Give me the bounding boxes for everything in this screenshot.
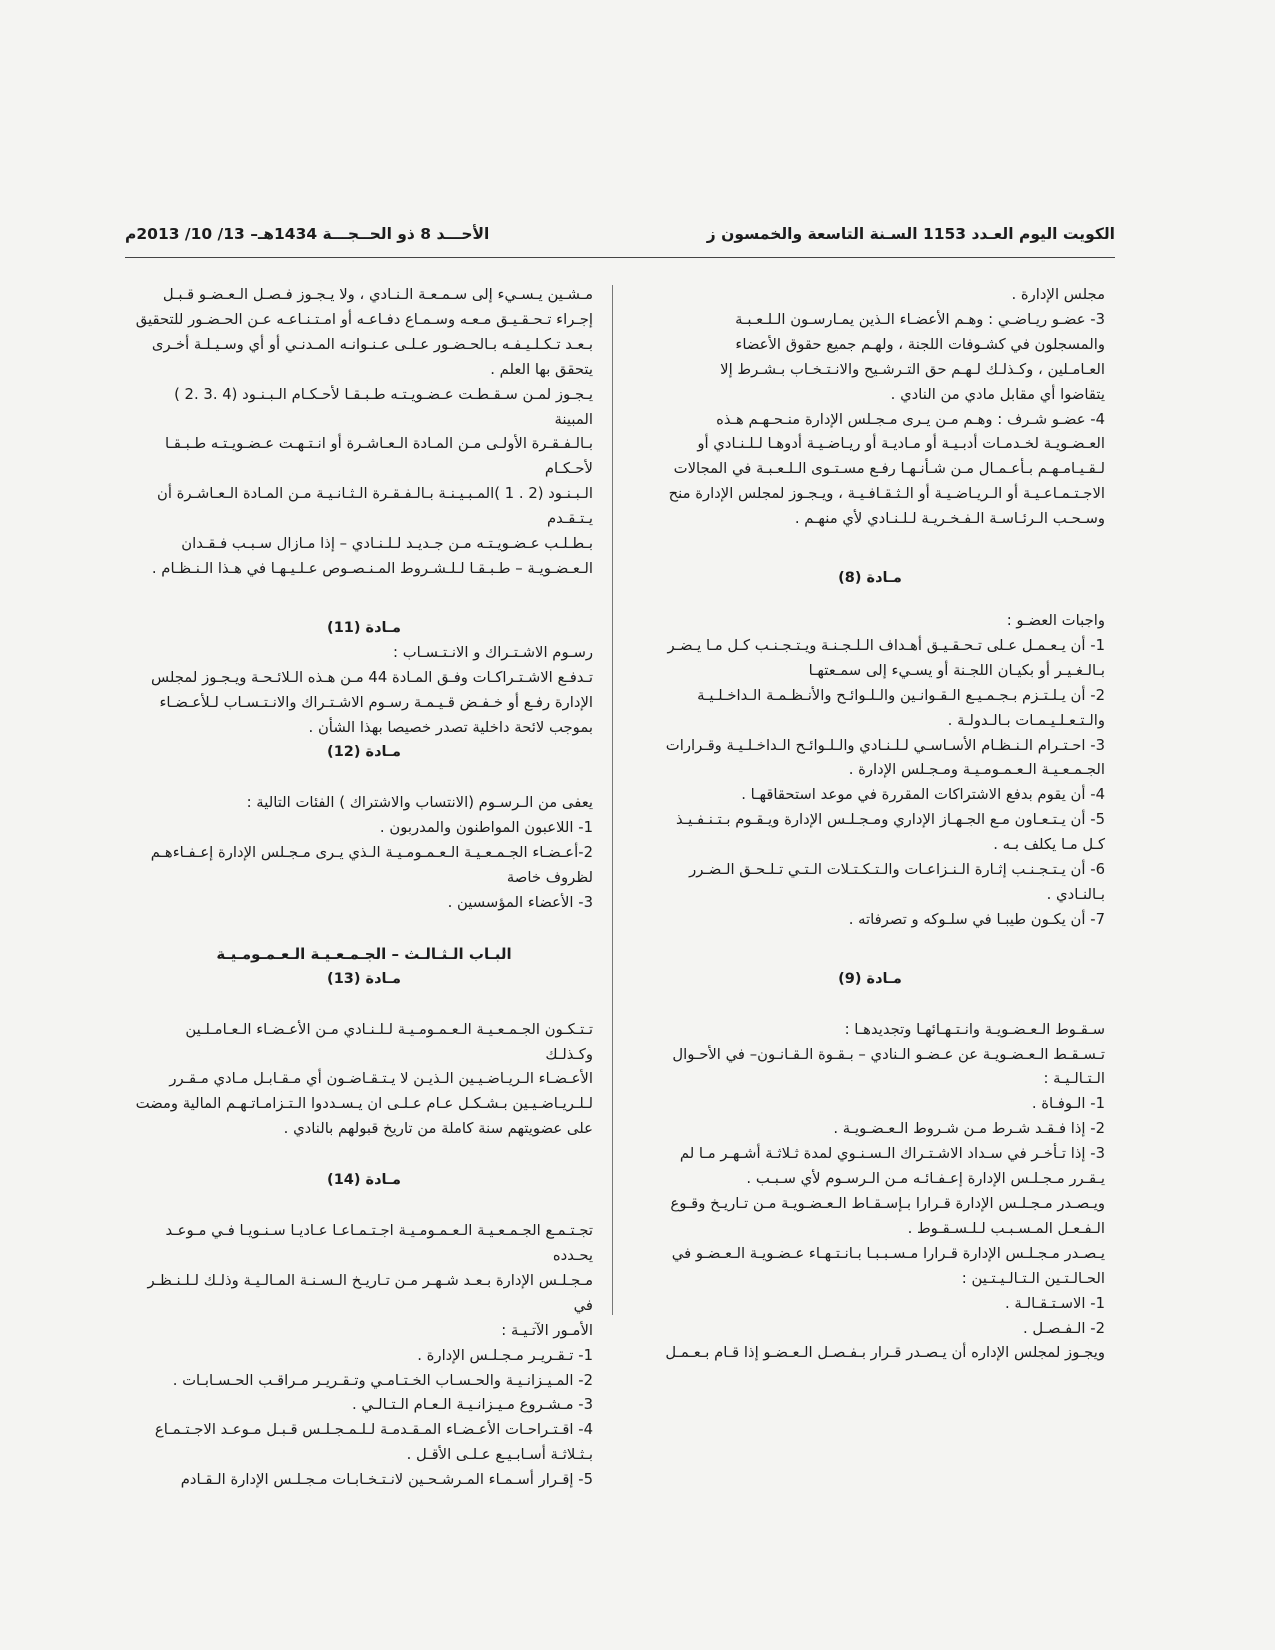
text-line: يـقـرر مـجـلـس الإدارة إعـفـائـه مـن الـرسـوم لأي سـبـب . bbox=[746, 1170, 1105, 1188]
text-line: 5- أن يـتـعـاون مـع الجـهـاز الإداري ومـجـلـس الإدارة ويـقـوم بـتـنـفـيـذ bbox=[676, 811, 1105, 829]
text-line: الأعـضـاء الـريـاضـيـين الـذيـن لا يـتـقـاضـون أي مـقـابـل مـادي مـقـرر bbox=[169, 1070, 593, 1088]
text-line: يـجـوز لمـن سـقـطـت عـضـويـتـه طـبـقـا لأحـكـام الـبـنـود (4 .3 .2 ) المبينة bbox=[174, 385, 593, 428]
text-line: 3- الأعضاء المؤسسين . bbox=[447, 893, 593, 911]
left-column bbox=[135, 283, 593, 1493]
text-line: الـفـعـل المـسـبـب لـلـسـقـوط . bbox=[907, 1219, 1105, 1237]
text-line: 6- أن يـتـجـنـب إثـارة الـنـزاعـات والـتـكـتـلات الـتـي تـلـحـق الـضـرر bbox=[689, 861, 1105, 879]
text-line: والمسجلون في كشـوفات اللجنة ، ولهـم جميع حقوق الأعضاء bbox=[735, 335, 1105, 353]
text-line: 3- احـتـرام الـنـظـام الأسـاسـي لـلـنـادي والـلـوائـح الـداخـلـيـة وقـرارات bbox=[665, 736, 1105, 754]
text-line: مـجـلـس الإدارة بـعـد شـهـر مـن تـاريـخ الـسـنـة المـالـيـة وذلـك لـلـنـظـر في bbox=[147, 1271, 593, 1314]
text-line: بـعـد تـكـلـيـفـه بـالحـضـور عـلـى عـنـوانـه المـدنـي أو أي وسـيـلـة أخـرى bbox=[151, 335, 593, 353]
text-line: تـتـكـون الجـمـعـيـة الـعـمـومـيـة لـلـنـادي مـن الأعـضـاء الـعـامـلـين وكـذلـك bbox=[185, 1020, 593, 1063]
article-12-heading: مـادة (12) bbox=[327, 744, 401, 761]
text-line: 3- إذا تـأخـر في سـداد الاشـتـراك الـسـنـوي لمدة ثـلاثـة أشـهـر مـا لم bbox=[679, 1145, 1105, 1163]
text-line: 4- أن يقوم بدفع الاشتراكات المقررة في موعد استحقاقهـا . bbox=[741, 786, 1105, 804]
text-line: تـدفـع الاشـتـراكـات وفـق المـادة 44 مـن هـذه الـلائـحـة ويـجـوز لمجلس bbox=[150, 668, 593, 686]
text-line: بـالنـادي . bbox=[1046, 885, 1105, 903]
article-11-heading: مـادة (11) bbox=[327, 619, 401, 636]
text-line: 2- الـفـصـل . bbox=[1022, 1319, 1105, 1337]
text-line: لظروف خاصة bbox=[506, 869, 593, 887]
text-line: يتحقق بها العلم . bbox=[490, 360, 593, 378]
article-12-body bbox=[135, 791, 593, 916]
article-13-heading: مـادة (13) bbox=[327, 970, 401, 987]
article-13-body bbox=[135, 1018, 593, 1143]
text-line: 1- الـوفـاة . bbox=[1031, 1095, 1105, 1113]
text-line: لـلـريـاضـيـين بـشـكـل عـام عـلـى ان يـسـددوا الـتـزامـاتـهـم المالية ومضت bbox=[135, 1095, 593, 1113]
article-14-heading: مـادة (14) bbox=[327, 1172, 401, 1189]
text-line: وسـحـب الـرئـاسـة الـفـخـريـة لـلـنـادي لأي منهـم . bbox=[794, 510, 1105, 528]
text-line: بـالـغـيـر أو بكيـان اللجـنة أو يسـيء إلى سمـعتهـا bbox=[808, 661, 1105, 679]
text-line: الـتـالـيـة : bbox=[1043, 1070, 1105, 1088]
text-line: الـعـضـويـة – طـبـقـا لـلـشـروط المـنـصـوص عـلـيـهـا في هـذا الـنـظـام . bbox=[151, 559, 593, 577]
text-line: ويـصـدر مـجـلـس الإدارة قـرارا بـإسـقـاط الـعـضـويـة مـن تـاريـخ وقـوع bbox=[670, 1195, 1105, 1212]
article-7-continuation bbox=[635, 283, 1105, 532]
text-line: 4- اقـتـراحـات الأعـضـاء المـقـدمـة لـلـمـجـلـس قـبـل مـوعـد الاجـتـمـاع bbox=[154, 1421, 593, 1439]
text-line: الحـالـتـين الـتـالـيـتـين : bbox=[961, 1269, 1105, 1287]
header-publication-info: الكويت اليوم العـدد 1153 السـنة التاسعة والخمسون ز bbox=[706, 225, 1115, 243]
text-line: ويجـوز لمجلس الإداره أن يـصـدر قـرار بـفـصـل الـعـضـو إذا قـام بـعـمـل bbox=[665, 1344, 1105, 1362]
text-line: يـصـدر مـجـلـس الإدارة قـرارا مـسـبـبـا بـانـتـهـاء عـضـويـة الـعـضـو في bbox=[671, 1244, 1105, 1262]
article-10-continuation bbox=[135, 283, 593, 582]
text-line: 3- عضـو ريـاضـي : وهـم الأعضـاء الـذين يمـارسـون الـلـعـبـة bbox=[735, 310, 1105, 328]
text-line: 2- أن يـلـتـزم بـجـمـيـع الـقـوانـين والـلـوائـح والأنـظـمـة الـداخـلـيـة bbox=[697, 686, 1105, 704]
text-line: واجبات العضـو : bbox=[1006, 611, 1105, 629]
text-line: 1- الاسـتـقـالـة . bbox=[1004, 1294, 1105, 1312]
text-line: العـامـلين ، وكـذلـك لـهـم حق التـرشـيح والانـتـخـاب بـشـرط إلا bbox=[720, 360, 1105, 378]
article-11-body bbox=[135, 641, 593, 741]
text-line: كـل مـا يكلف بـه . bbox=[993, 836, 1105, 854]
text-line: بـطـلـب عـضـويـتـه مـن جـديـد لـلـنـادي – إذا مـازال سـبـب فـقـدان bbox=[181, 535, 593, 553]
text-line: سـقـوط الـعـضـويـة وانـتـهـائهـا وتجديدهـا : bbox=[844, 1020, 1105, 1038]
text-line: 4- عضـو شـرف : وهـم مـن يـرى مـجـلس الإدارة منـحـهـم هـذه bbox=[716, 410, 1105, 428]
text-line: 2-أعـضـاء الجـمـعـيـة الـعـمـومـيـة الـذي يـرى مـجـلس الإدارة إعـفـاءهـم bbox=[150, 844, 593, 862]
text-line: الـبـنـود (2 . 1 )المـبـيـنـة بـالـفـقـرة الـثـانـيـة مـن المـادة الـعـاشـرة أن يـتـقـدم bbox=[156, 485, 593, 528]
article-9-heading: مـادة (9) bbox=[838, 970, 902, 987]
text-line: 2- المـيـزانـيـة والحـسـاب الخـتـامـي وتـقـريـر مـراقـب الحـسـابـات . bbox=[172, 1371, 593, 1389]
header-rule bbox=[125, 257, 1115, 258]
article-14-body bbox=[135, 1219, 593, 1493]
text-line: 7- أن يكـون طيبـا في سلـوكه و تصرفاته . bbox=[848, 910, 1105, 928]
text-line: العـضـويـة لخـدمـات أدبـيـة أو مـاديـة أو ريـاضـيـة أدوهـا لـلـنـادي أو bbox=[697, 435, 1105, 453]
article-9-body bbox=[635, 1018, 1105, 1367]
article-8-heading: مـادة (8) bbox=[838, 570, 902, 587]
right-column bbox=[635, 283, 1105, 1366]
text-line: على عضويتهم سنة كاملة من تاريخ قبولهم بالنادي . bbox=[283, 1120, 593, 1138]
text-line: 2- إذا فـقـد شـرط مـن شـروط الـعـضـويـة . bbox=[833, 1120, 1105, 1138]
chapter-3-heading: البـاب الـثـالـث – الجـمـعـيـة الـعـمـومـيـة bbox=[216, 944, 512, 963]
column-divider bbox=[612, 285, 613, 1315]
text-line: بـثـلاثـة أسـابـيـع عـلـى الأقـل . bbox=[406, 1446, 593, 1464]
text-line: 1- أن يـعـمـل عـلى تـحـقـيـق أهـداف الـلـجـنـة ويـتـجـنـب كـل مـا يـضـر bbox=[667, 636, 1105, 654]
article-8-body bbox=[635, 609, 1105, 933]
text-line: بـالـفـقـرة الأولـى مـن المـادة الـعـاشـرة أو انـتـهـت عـضـويـتـه طـبـقـا لأحـكـام bbox=[164, 435, 593, 478]
text-line: رسـوم الاشـتـراك و الانـتـسـاب : bbox=[393, 643, 593, 661]
header-date: الأحـــد 8 ذو الحــجـــة 1434هـ– 13/ 10/ 2013م bbox=[125, 225, 490, 243]
text-line: والـتـعـلـيـمـات بـالـدولـة . bbox=[947, 711, 1105, 729]
text-line: تـسـقـط الـعـضـويـة عن عـضـو الـنادي – بـقـوة الـقـانـون– في الأحـوال bbox=[672, 1045, 1105, 1063]
text-line: 5- إقـرار أسـمـاء المـرشـحـين لانـتـخـابـات مـجـلـس الإدارة الـقـادم bbox=[180, 1471, 593, 1489]
text-line: مجلس الإدارة . bbox=[1011, 286, 1105, 303]
text-line: الجـمـعـيـة الـعـمـومـيـة ومـجـلس الإدارة . bbox=[848, 761, 1105, 779]
text-line: لـقـيـامـهـم بـأعـمـال مـن شـأنـهـا رفـع مسـتـوى الـلـعـبـة في المجالات bbox=[673, 460, 1105, 478]
page-header bbox=[125, 225, 1115, 255]
text-line: إجـراء تـحـقـيـق مـعـه وسـمـاع دفـاعـه أو امـتـنـاعـه عـن الحـضـور للتحقيق bbox=[135, 310, 593, 328]
text-line: الإدارة رفـع أو خـفـض قـيـمـة رسـوم الاشـتـراك والانـتـسـاب لـلأعـضـاء bbox=[159, 693, 593, 711]
text-line: مـشـين يـسـيء إلى سـمـعـة الـنـادي ، ولا يـجـوز فـصـل الـعـضـو قـبـل bbox=[162, 286, 593, 303]
text-line: يعفى من الـرسـوم (الانتساب والاشتراك ) الفئات التالية : bbox=[246, 794, 593, 812]
text-line: 1- تـقـريـر مـجـلـس الإدارة . bbox=[417, 1346, 593, 1364]
text-line: 1- اللاعبون المواطنون والمدربون . bbox=[379, 819, 593, 837]
text-line: تجـتـمـع الجـمـعـيـة الـعـمـومـيـة اجـتـمـاعـا عـاديـا سـنـويـا فـي مـوعـد يحـدده bbox=[165, 1222, 593, 1264]
text-line: 3- مـشـروع مـيـزانـيـة الـعـام الـتـالـي . bbox=[352, 1396, 593, 1414]
text-line: يتقاضوا أي مقابل مادي من النادي . bbox=[890, 385, 1105, 403]
text-line: الأمـور الآتـيـة : bbox=[501, 1321, 593, 1339]
text-line: الاجـتـمـاعـيـة أو الـريـاضـيـة أو الـثـقـافـيـة ، ويـجـوز لمجلس الإدارة منح bbox=[668, 485, 1105, 503]
text-line: بموجب لائحة داخلية تصدر خصيصا بهذا الشأن . bbox=[308, 718, 593, 736]
